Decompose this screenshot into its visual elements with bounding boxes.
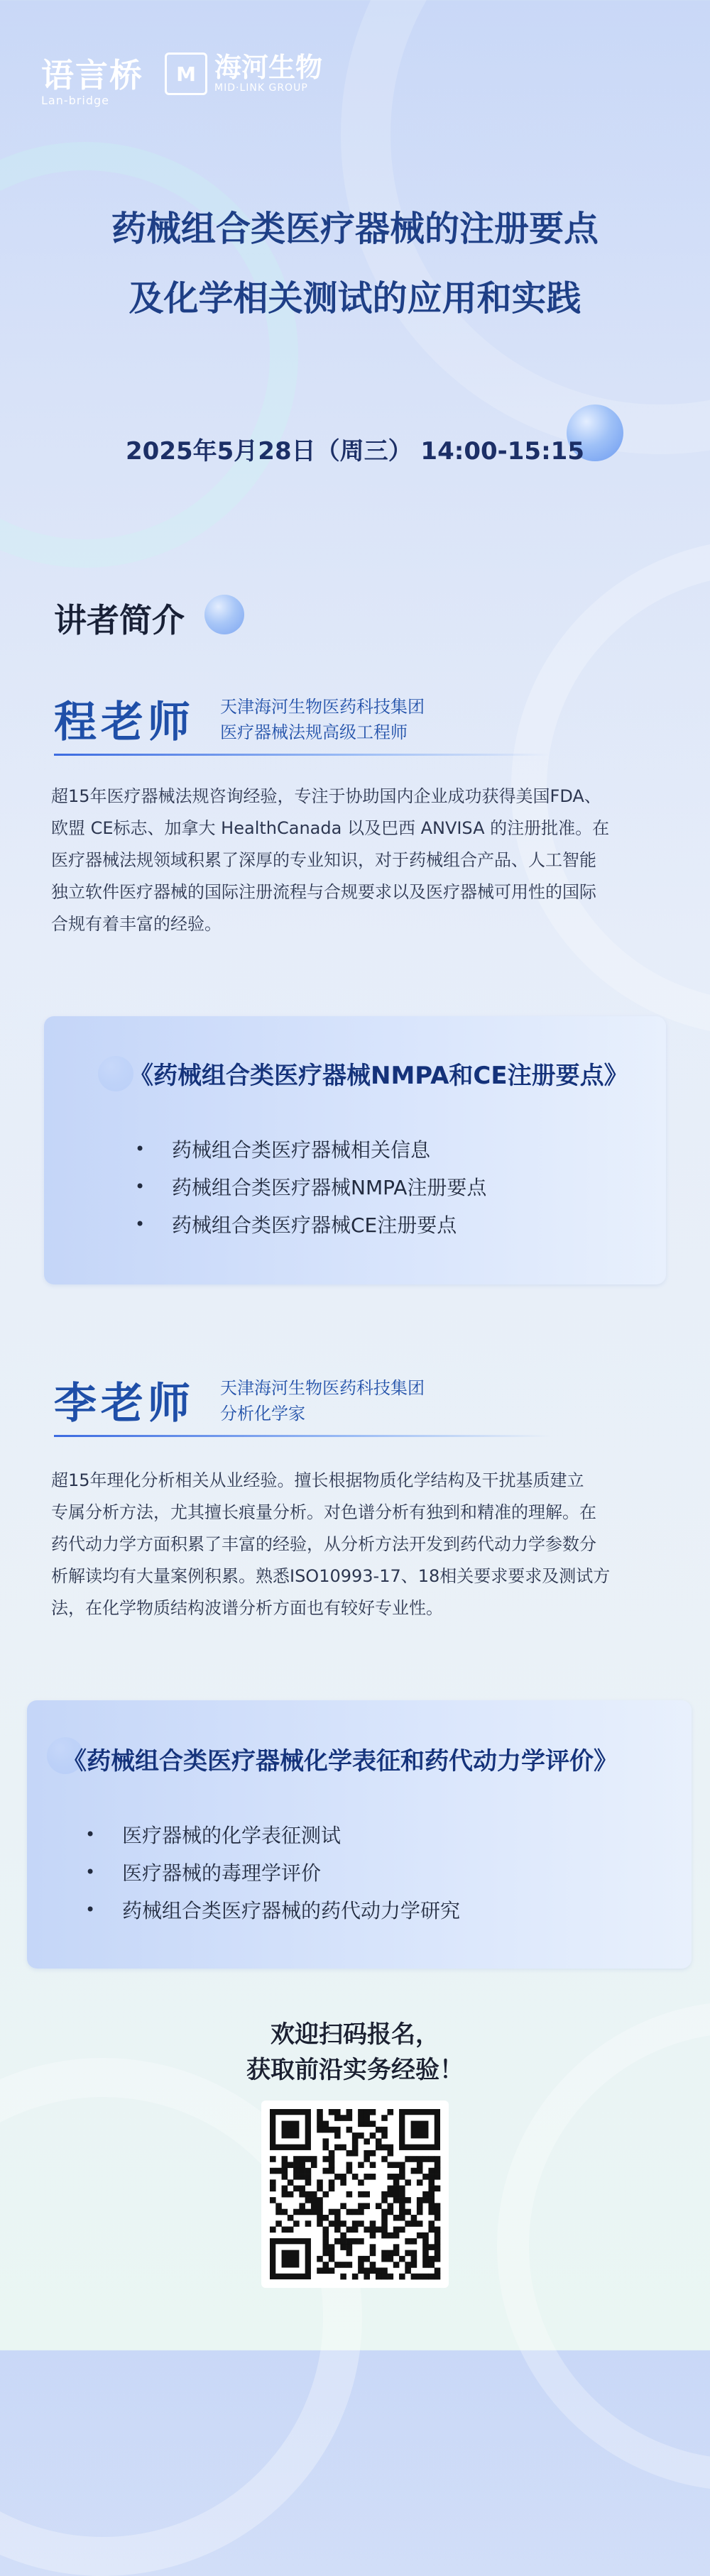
qr-code-icon[interactable] bbox=[261, 2101, 449, 2288]
page-title-line2: 及化学相关测试的应用和实践 bbox=[129, 278, 581, 319]
course-title: 《药械组合类医疗器械NMPA和CE注册要点》 bbox=[129, 1062, 628, 1090]
bio-line: 合规有着丰富的经验。 bbox=[51, 914, 222, 934]
teacher-bio bbox=[51, 781, 669, 940]
cta-line1: 欢迎扫码报名， bbox=[271, 2020, 439, 2049]
bio-line: 专属分析方法，尤其擅长痕量分析。对色谱分析有独到和精准的理解。在 bbox=[51, 1502, 596, 1522]
teacher-name: 程老师 bbox=[54, 698, 195, 747]
course-title: 《药械组合类医疗器械化学表征和药代动力学评价》 bbox=[62, 1747, 618, 1776]
midlink-logo-icon: M bbox=[165, 53, 207, 95]
teacher-org-line2: 医疗器械法规高级工程师 bbox=[220, 722, 408, 742]
teacher-name: 李老师 bbox=[54, 1379, 195, 1429]
teacher-bio bbox=[51, 1465, 669, 1624]
list-item: • 药械组合类医疗器械相关信息 bbox=[135, 1138, 431, 1162]
list-item: • 医疗器械的毒理学评价 bbox=[85, 1861, 322, 1885]
course-list bbox=[85, 1815, 460, 1928]
lanbridge-logo-sub: Lan-bridge bbox=[41, 94, 109, 107]
midlink-logo bbox=[165, 53, 322, 95]
bio-line: 独立软件医疗器械的国际注册流程与合规要求以及医疗器械可用性的国际 bbox=[51, 882, 596, 902]
list-item: • 药械组合类医疗器械的药代动力学研究 bbox=[85, 1898, 461, 1922]
teacher-underline bbox=[54, 754, 551, 756]
teacher-org bbox=[220, 694, 425, 745]
bio-line: 药代动力学方面积累了丰富的经验，从分析方法开发到药代动力学参数分 bbox=[51, 1534, 596, 1554]
list-item: • 医疗器械的化学表征测试 bbox=[85, 1823, 342, 1847]
teacher-org-line2: 分析化学家 bbox=[220, 1404, 305, 1424]
decor-bubble-2 bbox=[204, 595, 244, 634]
bio-line: 法，在化学物质结构波谱分析方面也有较好专业性。 bbox=[51, 1598, 443, 1618]
teacher-org bbox=[220, 1375, 425, 1426]
midlink-logo-sub: MID·LINK GROUP bbox=[214, 82, 308, 94]
qr-code-graphic bbox=[261, 2101, 449, 2288]
course-card bbox=[44, 1016, 666, 1284]
list-item: • 药械组合类医疗器械NMPA注册要点 bbox=[135, 1175, 487, 1199]
bio-line: 析解读均有大量案例积累。熟悉ISO10993-17、18相关要求要求及测试方 bbox=[51, 1566, 611, 1586]
midlink-logo-name: 海河生物 bbox=[214, 52, 323, 84]
lanbridge-logo-mark: 语言桥 bbox=[41, 56, 143, 94]
event-date: 2025年5月28日（周三） 14:00-15:15 bbox=[126, 437, 584, 466]
teacher-org-line1: 天津海河生物医药科技集团 bbox=[220, 697, 425, 717]
section-title: 讲者简介 bbox=[54, 601, 185, 639]
bio-line: 欧盟 CE标志、加拿大 HealthCanada 以及巴西 ANVISA 的注册批准。在 bbox=[51, 818, 610, 838]
page-title-line1: 药械组合类医疗器械的注册要点 bbox=[111, 209, 599, 249]
bio-line: 医疗器械法规领域积累了深厚的专业知识，对于药械组合产品、人工智能 bbox=[51, 850, 596, 870]
teacher-underline bbox=[54, 1435, 551, 1437]
teacher-org-line1: 天津海河生物医药科技集团 bbox=[220, 1378, 425, 1398]
lanbridge-logo bbox=[41, 50, 143, 107]
cta-text bbox=[0, 2017, 710, 2088]
bio-line: 超15年医疗器械法规咨询经验，专注于协助国内企业成功获得美国FDA、 bbox=[51, 786, 601, 806]
list-item: • 药械组合类医疗器械CE注册要点 bbox=[135, 1213, 457, 1237]
course-list bbox=[135, 1130, 486, 1243]
cta-line2: 获取前沿实务经验！ bbox=[246, 2056, 464, 2084]
course-card bbox=[27, 1700, 692, 1969]
bio-line: 超15年理化分析相关从业经验。擅长根据物质化学结构及干扰基质建立 bbox=[51, 1470, 584, 1490]
